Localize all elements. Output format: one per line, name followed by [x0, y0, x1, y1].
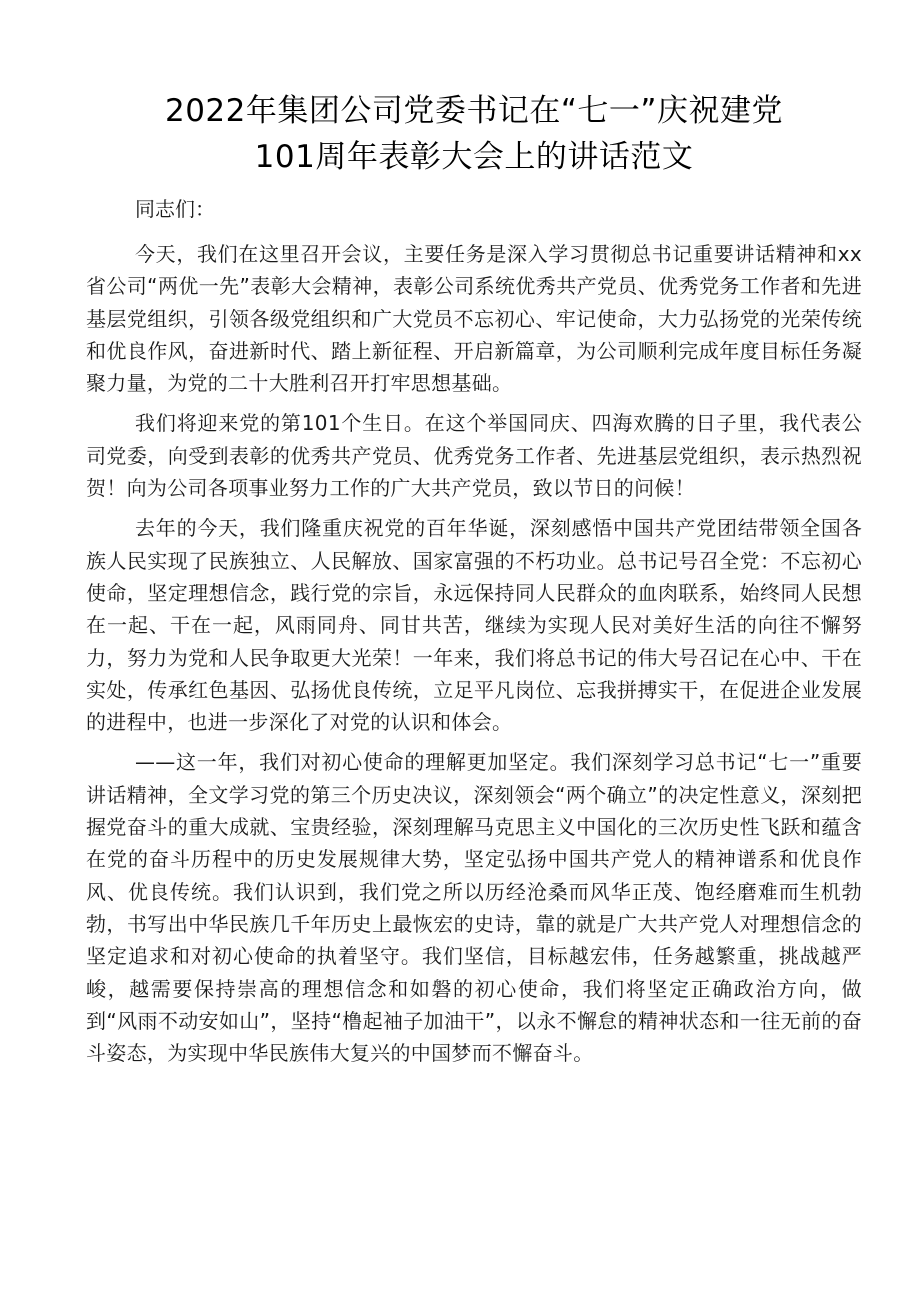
title-line-1: 2022年集团公司党委书记在“七一”庆祝建党 [164, 93, 783, 129]
title-line-2: 101周年表彰大会上的讲话范文 [254, 139, 694, 175]
salutation: 同志们： [135, 197, 215, 221]
paragraph-4: ——这一年，我们对初心使命的理解更加坚定。我们深刻学习总书记“七一”重要讲话精神，全文学习党的第三个历史决议，深刻领会“两个确立”的决定性意义，深刻把握党奋斗的重大成就、宝贵经验，深刻理解马克思主义中国化的三次历史性飞跃和蕴含在党的奋斗历程中的历史发展规律大势，坚定弘扬中国共产党人的精神谱系和优良作风、优良传统。我们认识到，我们党之所以历经沧桑而风华正茂、饱经磨难而生机勃勃，书写出中华民族几千年历史上最恢宏的史诗，靠的就是广大共产党人对理想信念的坚定追求和对初心使命的执着坚守。我们坚信，目标越宏伟，任务越繁重，挑战越严峻，越需要保持崇高的理想信念和如磐的初心使命，我们将坚定正确政治方向，做到“风雨不动安如山”，坚持“橹起袖子加油干”，以永不懈怠的精神状态和一往无前的奋斗姿态，为实现中华民族伟大复兴的中国梦而不懈奋斗。 [86, 750, 862, 1066]
paragraph-1: 今天，我们在这里召开会议，主要任务是深入学习贯彻总书记重要讲话精神和xx省公司“两优一先”表彰大会精神，表彰公司系统优秀共产党员、优秀党务工作者和先进基层党组织，引领各级党组织和广大党员不忘初心、牢记使命，大力弘扬党的光荣传统和优良作风，奋进新时代、踏上新征程、开启新篇章，为公司顺利完成年度目标任务凝聚力量，为党的二十大胜利召开打牢思想基础。 [86, 242, 862, 396]
paragraph-2: 我们将迎来党的第101个生日。在这个举国同庆、四海欢腾的日子里，我代表公司党委，向受到表彰的优秀共产党员、优秀党务工作者、先进基层党组织，表示热烈祝贺！向为公司各项事业努力工作的广大共产党员，致以节日的问候！ [86, 411, 862, 501]
document-title [86, 88, 862, 180]
paragraph-3: 去年的今天，我们隆重庆祝党的百年华诞，深刻感悟中国共产党团结带领全国各族人民实现了民族独立、人民解放、国家富强的不朽功业。总书记号召全党：不忘初心使命，坚定理想信念，践行党的宗旨，永远保持同人民群众的血肉联系，始终同人民想在一起、干在一起，风雨同舟、同甘共苦，继续为实现人民对美好生活的向往不懈努力，努力为党和人民争取更大光荣！一年来，我们将总书记的伟大号召记在心中、干在实处，传承红色基因、弘扬优良传统，立足平凡岗位、忘我拼搏实干，在促进企业发展的进程中，也进一步深化了对党的认识和体会。 [86, 516, 862, 735]
